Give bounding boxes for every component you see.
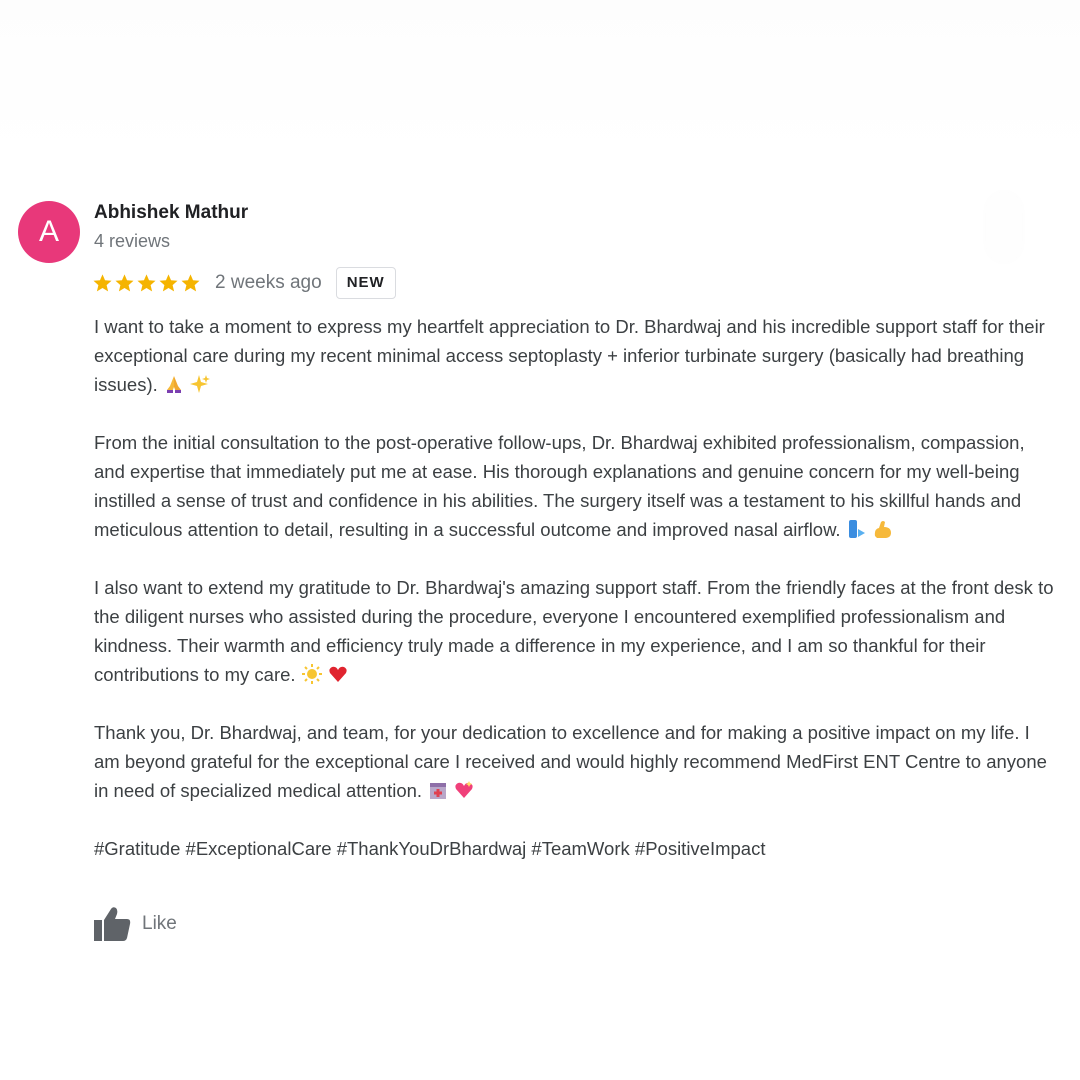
like-button[interactable] xyxy=(94,904,177,944)
review-time: 2 weeks ago xyxy=(215,272,322,293)
hashtags: #Gratitude #ExceptionalCare #ThankYouDrBhardwaj #TeamWork #PositiveImpact xyxy=(94,838,766,859)
review-paragraph xyxy=(94,573,1060,689)
sun-emoji xyxy=(302,663,322,683)
like-label[interactable]: Like xyxy=(142,913,177,934)
review-paragraph-text: From the initial consultation to the post-operative follow-ups, Dr. Bhardwaj exhibited professionalism, compassion, and expertise that immediately put me at ease. His thorough explanations and genuine concern for my well-being instilled a sense of trust and confidence in his abilities. The surgery itself was a testament to his skillful hands and meticulous attention to detail, resulting in a successful outcome and improved nasal airflow. xyxy=(94,432,1025,540)
star-icon xyxy=(158,273,179,294)
top-background xyxy=(0,0,1080,160)
review-paragraph xyxy=(94,312,1060,399)
star-rating xyxy=(92,273,201,294)
sparkling-heart-emoji xyxy=(454,779,474,799)
rating-row xyxy=(92,266,396,300)
nose-breath-emoji xyxy=(847,518,867,538)
review-paragraph-text: I want to take a moment to express my heartfelt appreciation to Dr. Bhardwaj and his incredible support staff for their exceptional care during my recent minimal access septoplasty + inferior turbinate surgery (basically had breathing issues). xyxy=(94,316,1045,395)
star-icon xyxy=(92,273,113,294)
review-count[interactable]: 4 reviews xyxy=(94,231,171,251)
star-icon xyxy=(180,273,201,294)
red-heart-emoji xyxy=(328,663,348,683)
sparkles-emoji xyxy=(190,373,210,393)
star-icon xyxy=(114,273,135,294)
star-icon xyxy=(136,273,157,294)
folded-hands-emoji xyxy=(164,373,184,393)
flexed-biceps-emoji xyxy=(873,518,893,538)
review-paragraph-text: I also want to extend my gratitude to Dr. Bhardwaj's amazing support staff. From the friendly faces at the front desk to the diligent nurses who assisted during the procedure, everyone I encountered exemplified professionalism and kindness. Their warmth and efficiency truly made a difference in my experience, and I am so thankful for their contributions to my care. xyxy=(94,577,1054,685)
thumbs-up-icon xyxy=(94,906,132,942)
review-paragraph xyxy=(94,718,1060,805)
more-options-button[interactable] xyxy=(986,192,1022,262)
hospital-emoji xyxy=(428,779,448,799)
review-paragraph xyxy=(94,428,1060,544)
review-text xyxy=(94,312,1060,863)
review-paragraph-text: Thank you, Dr. Bhardwaj, and team, for your dedication to excellence and for making a positive impact on my life. I am beyond grateful for the exceptional care I received and would highly recommend MedFirst ENT Centre to anyone in need of specialized medical attention. xyxy=(94,722,1047,801)
reviewer-name[interactable]: Abhishek Mathur xyxy=(94,202,249,223)
new-badge: NEW xyxy=(336,267,396,299)
avatar[interactable]: A xyxy=(18,201,80,263)
